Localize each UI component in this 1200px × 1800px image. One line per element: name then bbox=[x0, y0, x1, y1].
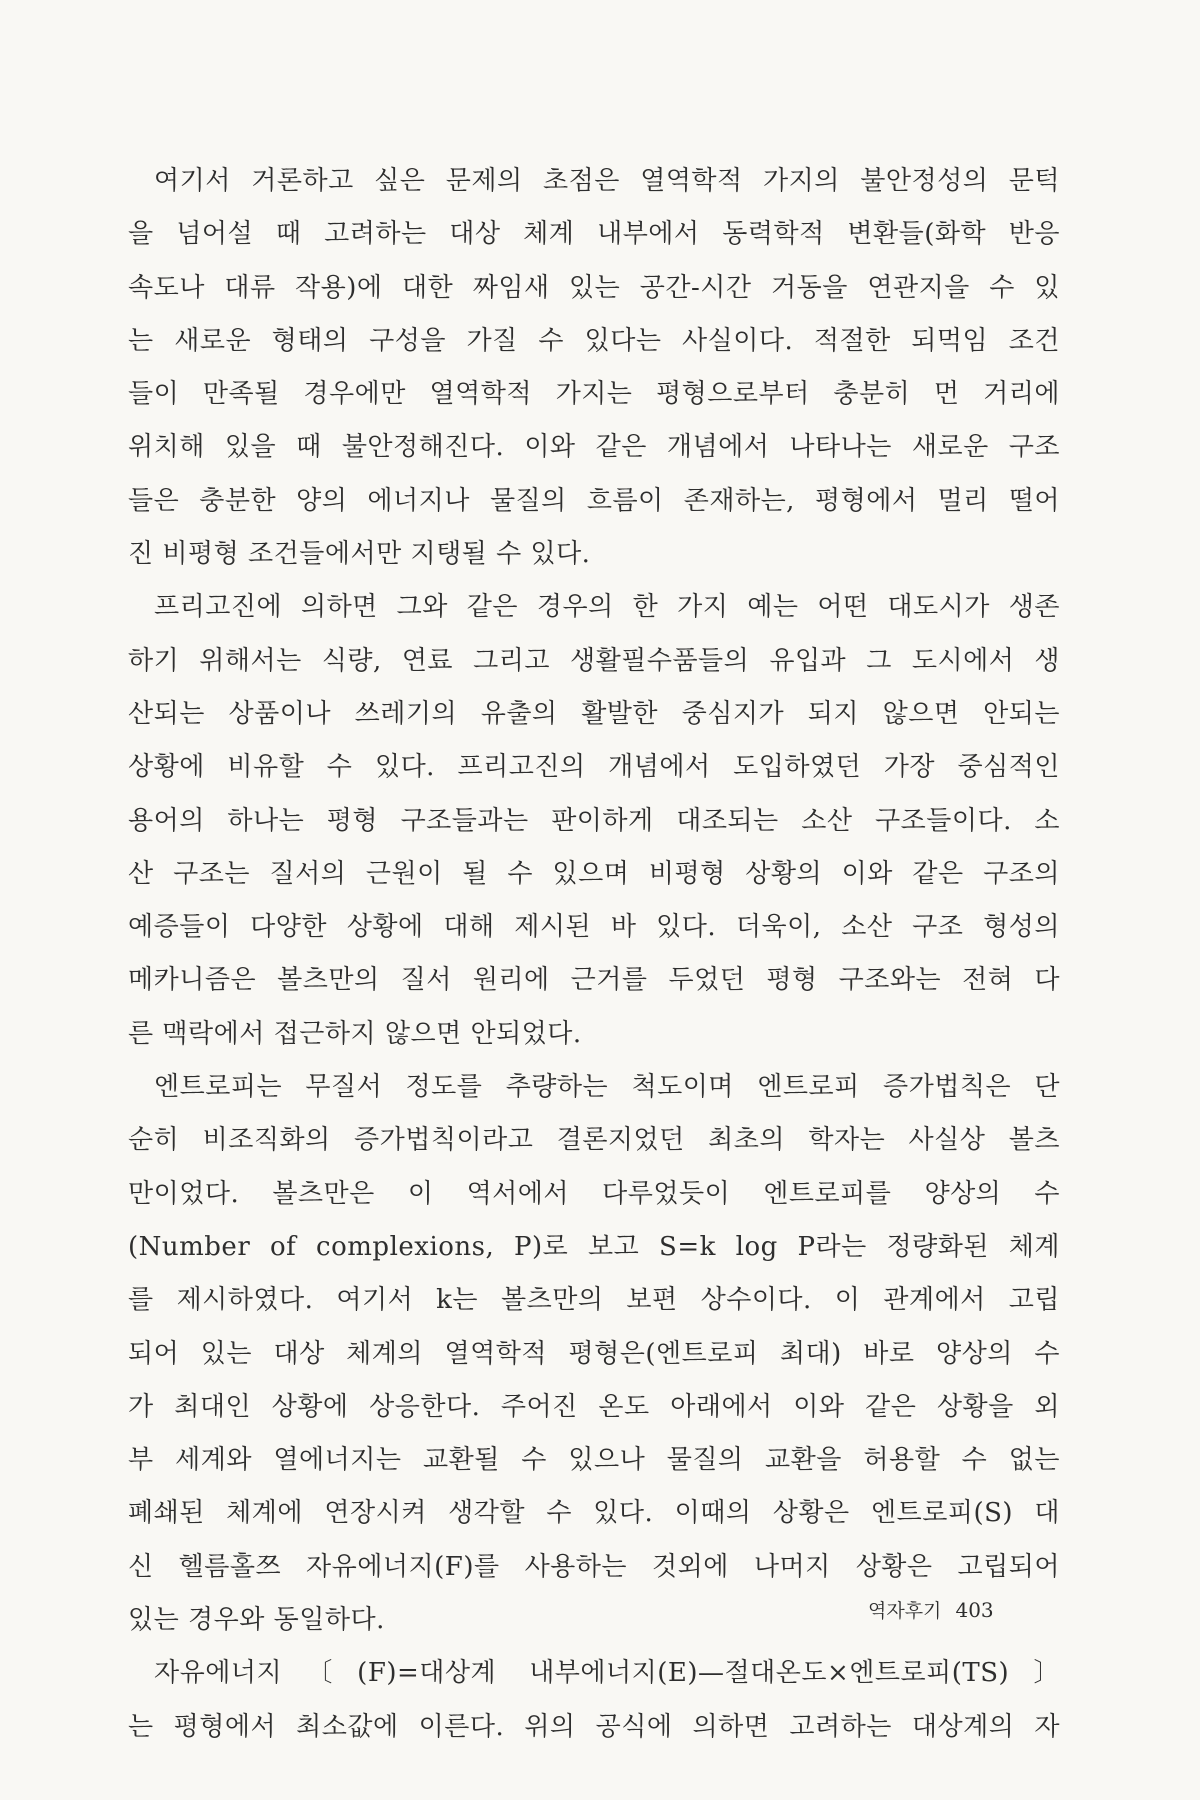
text-line: (Number of complexions, P)로 보고 S=k log P라는 정량화된 체계 bbox=[128, 1231, 1060, 1262]
text-line: 예증들이 다양한 상황에 대해 제시된 바 있다. 더욱이, 소산 구조 형성의 bbox=[128, 912, 1060, 943]
text-line: 엔트로피는 무질서 정도를 추량하는 척도이며 엔트로피 증가법칙은 단 bbox=[154, 1072, 1060, 1103]
page-body bbox=[128, 155, 1060, 1754]
text-line: 들이 만족될 경우에만 열역학적 가지는 평형으로부터 충분히 먼 거리에 bbox=[128, 379, 1060, 410]
text-line: 가 최대인 상황에 상응한다. 주어진 온도 아래에서 이와 같은 상황을 외 bbox=[128, 1391, 1060, 1422]
text-line: 되어 있는 대상 체계의 열역학적 평형은(엔트로피 최대) 바로 양상의 수 bbox=[128, 1338, 1060, 1369]
text-line: 속도나 대류 작용)에 대한 짜임새 있는 공간-시간 거동을 연관지을 수 있 bbox=[128, 272, 1060, 303]
text-line: 신 헬름홀쯔 자유에너지(F)를 사용하는 것외에 나머지 상황은 고립되어 bbox=[128, 1551, 1060, 1582]
text-line: 폐쇄된 체계에 연장시켜 생각할 수 있다. 이때의 상황은 엔트로피(S) 대 bbox=[128, 1498, 1060, 1529]
text-line: 들은 충분한 양의 에너지나 물질의 흐름이 존재하는, 평형에서 멀리 떨어 bbox=[128, 485, 1060, 516]
text-line: 순히 비조직화의 증가법칙이라고 결론지었던 최초의 학자는 사실상 볼츠 bbox=[128, 1125, 1060, 1156]
text-line: 하기 위해서는 식량, 연료 그리고 생활필수품들의 유입과 그 도시에서 생 bbox=[128, 645, 1060, 676]
text-line: 부 세계와 열에너지는 교환될 수 있으나 물질의 교환을 허용할 수 없는 bbox=[128, 1445, 1060, 1476]
text-line: 용어의 하나는 평형 구조들과는 판이하게 대조되는 소산 구조들이다. 소 bbox=[128, 805, 1060, 836]
text-line: 메카니즘은 볼츠만의 질서 원리에 근거를 두었던 평형 구조와는 전혀 다 bbox=[128, 965, 1060, 996]
text-line: 진 비평형 조건들에서만 지탱될 수 있다. bbox=[128, 539, 591, 570]
text-line: 는 평형에서 최소값에 이른다. 위의 공식에 의하면 고려하는 대상계의 자 bbox=[128, 1711, 1060, 1742]
text-line: 산 구조는 질서의 근원이 될 수 있으며 비평형 상황의 이와 같은 구조의 bbox=[128, 858, 1060, 889]
text-line: 여기서 거론하고 싶은 문제의 초점은 열역학적 가지의 불안정성의 문턱 bbox=[154, 166, 1060, 196]
page-footer bbox=[868, 1596, 994, 1625]
page-number: 403 bbox=[955, 1598, 994, 1622]
running-title: 역자후기 bbox=[868, 1600, 942, 1622]
text-line: 있는 경우와 동일하다. bbox=[128, 1605, 385, 1636]
text-line: 만이었다. 볼츠만은 이 역서에서 다루었듯이 엔트로피를 양상의 수 bbox=[128, 1178, 1060, 1209]
text-line: 상황에 비유할 수 있다. 프리고진의 개념에서 도입하였던 가장 중심적인 bbox=[128, 752, 1060, 783]
text-line: 을 넘어설 때 고려하는 대상 체계 내부에서 동력학적 변환들(화학 반응 bbox=[128, 219, 1060, 250]
text-line: 위치해 있을 때 불안정해진다. 이와 같은 개념에서 나타나는 새로운 구조 bbox=[128, 432, 1060, 463]
text-line: 는 새로운 형태의 구성을 가질 수 있다는 사실이다. 적절한 되먹임 조건 bbox=[128, 325, 1060, 356]
text-line: 자유에너지〔(F)=대상계 내부에너지(E)—절대온도×엔트로피(TS)〕 bbox=[154, 1658, 1060, 1689]
text-line: 프리고진에 의하면 그와 같은 경우의 한 가지 예는 어떤 대도시가 생존 bbox=[154, 592, 1060, 623]
text-line: 른 맥락에서 접근하지 않으면 안되었다. bbox=[128, 1018, 582, 1049]
text-line: 산되는 상품이나 쓰레기의 유출의 활발한 중심지가 되지 않으면 안되는 bbox=[128, 698, 1060, 729]
text-line: 를 제시하였다. 여기서 k는 볼츠만의 보편 상수이다. 이 관계에서 고립 bbox=[128, 1285, 1060, 1316]
